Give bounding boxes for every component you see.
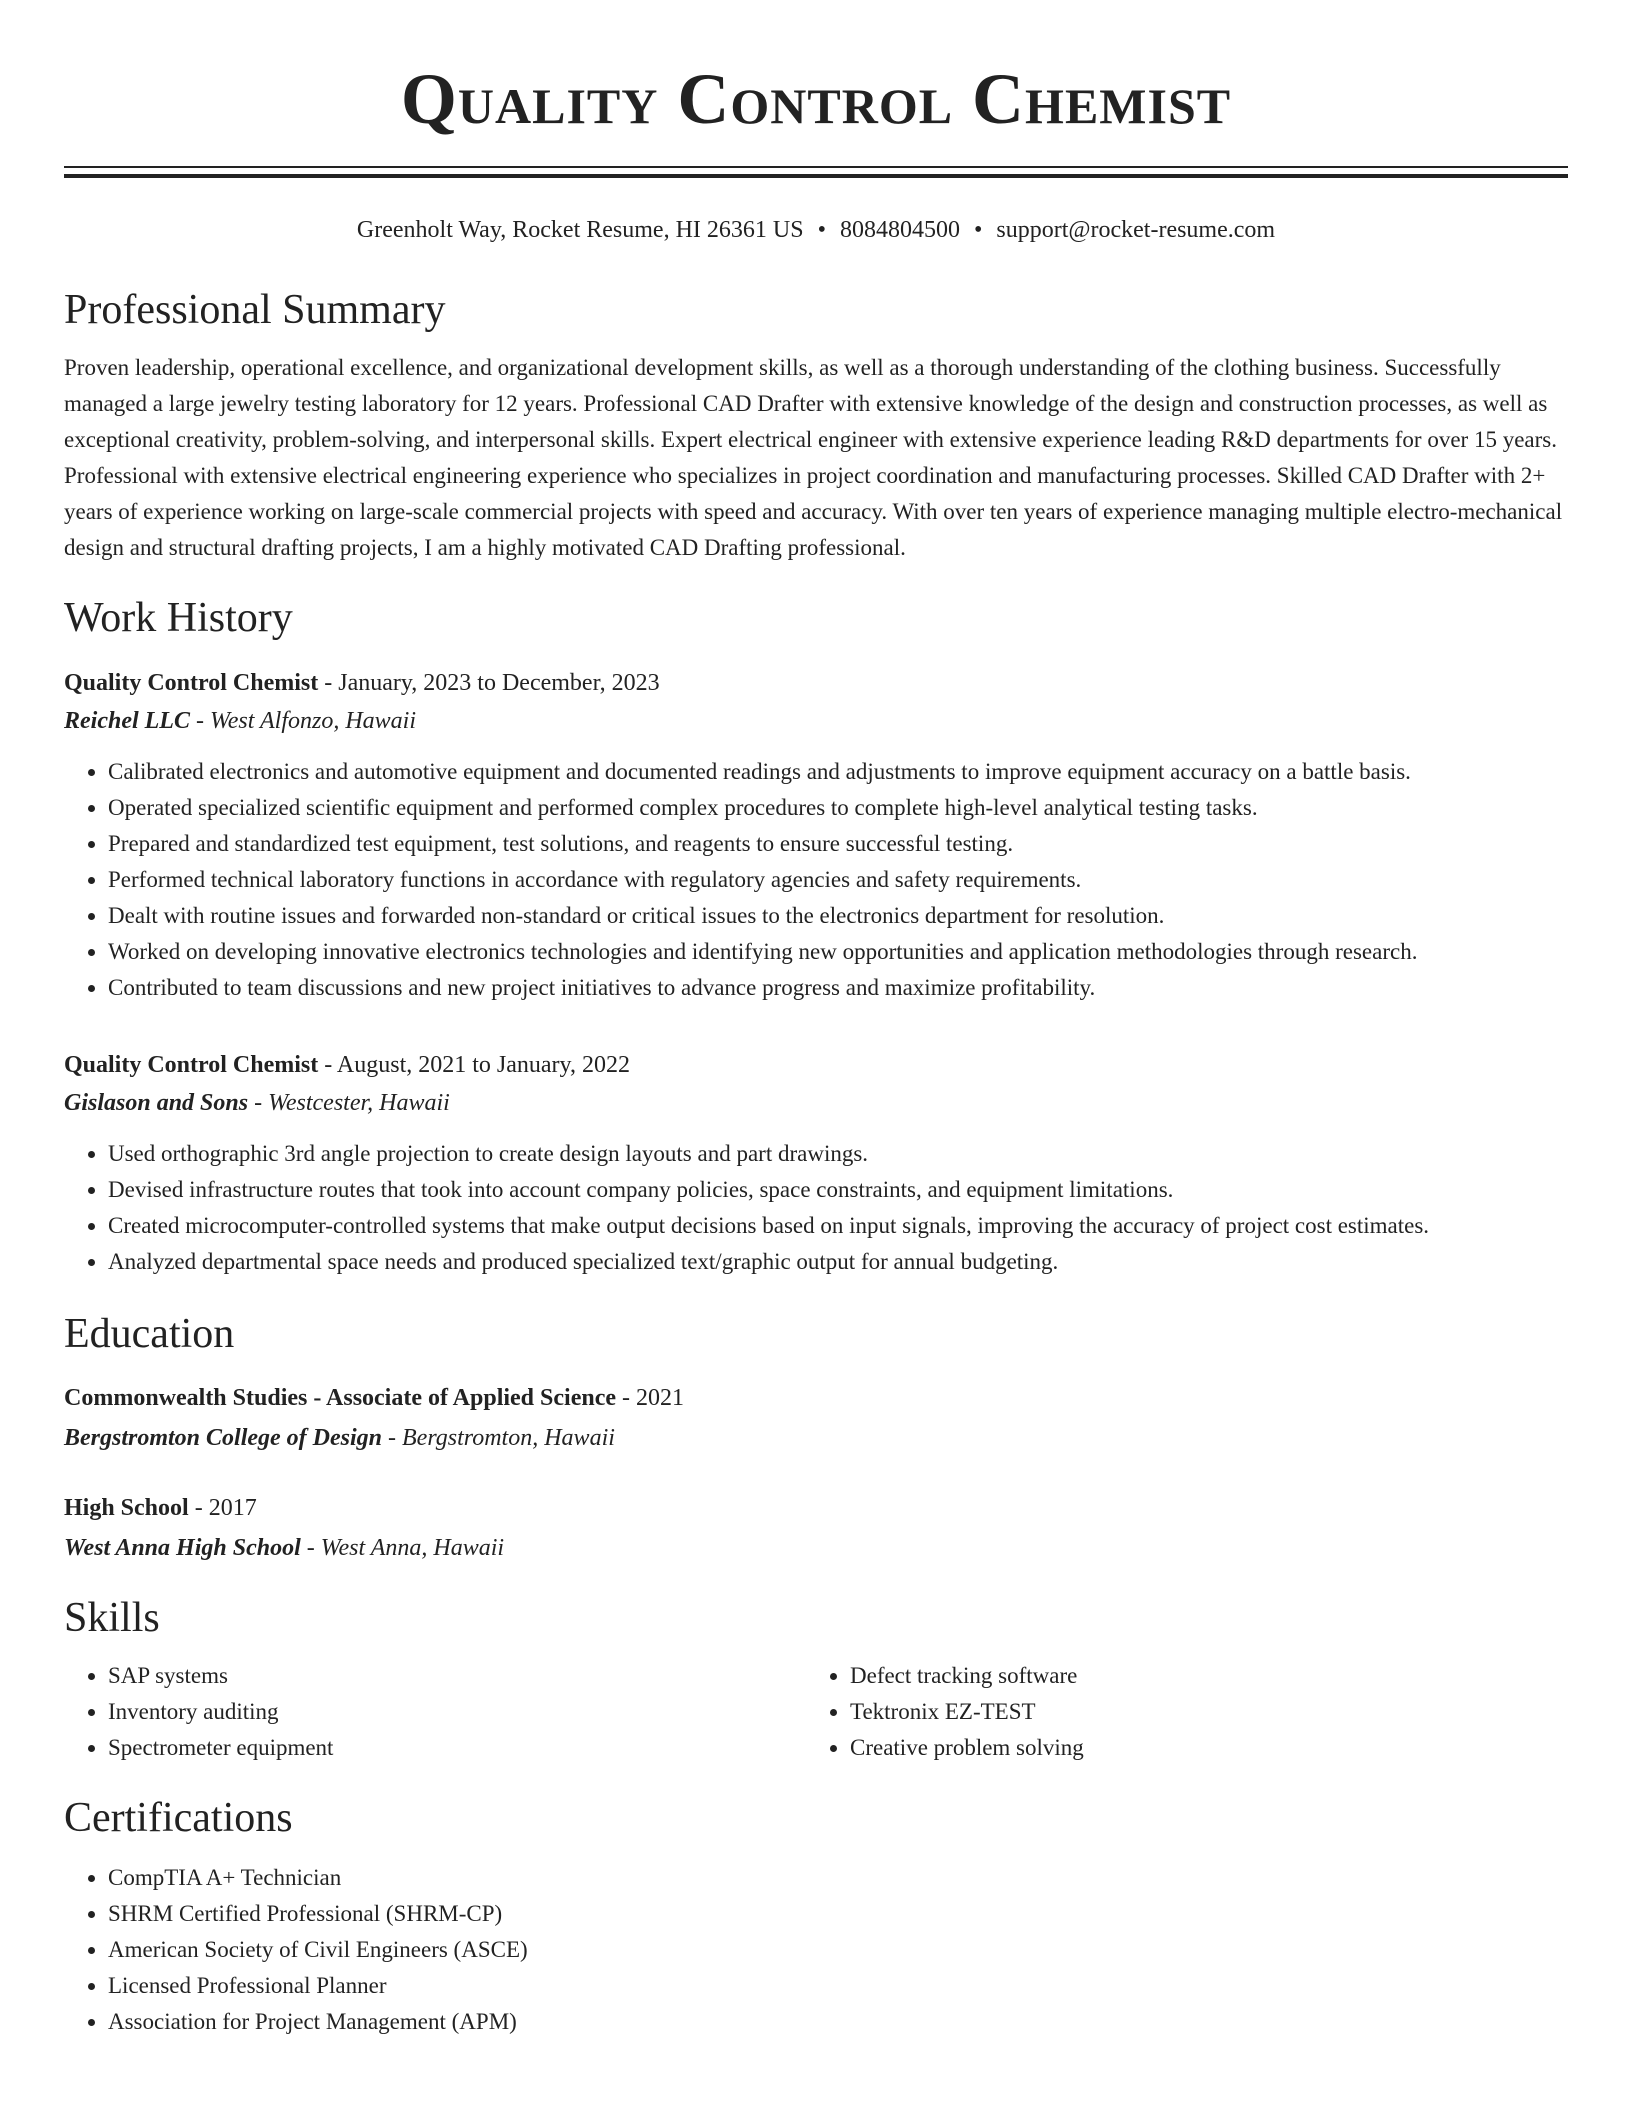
summary-section <box>64 284 1568 566</box>
education-entry <box>64 1488 1568 1568</box>
certification-item: • CompTIA A+ Technician <box>108 1860 1568 1896</box>
job-bullet: • Dealt with routine issues and forwarded non-standard or critical issues to the electronics department for resolution. <box>108 898 1568 934</box>
education-degree: Commonwealth Studies - Associate of Applied Science <box>64 1385 616 1411</box>
job-bullet: • Calibrated electronics and automotive equipment and documented readings and adjustments to improve equipment accuracy on a battle basis. <box>108 754 1568 790</box>
work-history-heading: Work History <box>64 595 293 641</box>
skills-heading: Skills <box>64 1595 160 1641</box>
certification-item: • SHRM Certified Professional (SHRM-CP) <box>108 1896 1568 1932</box>
education-school: Bergstromton College of Design <box>64 1425 383 1451</box>
job-bullet: • Devised infrastructure routes that took into account company policies, space constraints, and equipment limitations. <box>108 1172 1568 1208</box>
work-history-section <box>64 592 1568 1280</box>
education-location: - Bergstromton, Hawaii <box>382 1425 615 1451</box>
job-bullet: • Performed technical laboratory functions in accordance with regulatory agencies and safety requirements. <box>108 862 1568 898</box>
skills-section <box>64 1592 1568 1766</box>
job-company: Reichel LLC <box>64 708 190 734</box>
job-bullet: • Prepared and standardized test equipment, test solutions, and reagents to ensure successful testing. <box>108 826 1568 862</box>
contact-address: Greenholt Way, Rocket Resume, HI 26361 US <box>356 217 804 243</box>
contact-separator: • <box>973 217 983 243</box>
contact-line <box>64 214 1568 246</box>
certifications-section <box>64 1792 1568 2040</box>
skill-item: • SAP systems <box>108 1658 806 1694</box>
skill-item: • Creative problem solving <box>850 1730 1548 1766</box>
job-dates: - August, 2021 to January, 2022 <box>318 1052 630 1078</box>
education-degree-line <box>64 1378 1568 1418</box>
job-location: - West Alfonzo, Hawaii <box>189 708 417 734</box>
divider-thin-line <box>64 166 1568 168</box>
job-bullets <box>64 1136 1568 1280</box>
skills-column-left <box>64 1658 806 1766</box>
education-section <box>64 1308 1568 1568</box>
summary-text: Proven leadership, operational excellence, and organizational development skills, as well as a thorough understanding of the clothing business. Successfully managed a large jewelry testing laboratory for 12 years. Professional CAD Drafter with extensive knowledge of the design and construction processes, as well as exceptional creativity, problem-solving, and interpersonal skills. Expert electrical engineer with extensive experience leading R&D departments for over 15 years. Professional with extensive electrical engineering experience who specializes in project coordination and manufacturing processes. Skilled CAD Drafter with 2+ years of experience working on large-scale commercial projects with speed and accuracy. With over ten years of experience managing multiple electro-mechanical design and structural drafting projects, I am a highly motivated CAD Drafting professional. <box>64 355 1563 560</box>
education-degree-line <box>64 1488 1568 1528</box>
skills-grid <box>64 1658 1568 1766</box>
summary-heading: Professional Summary <box>64 287 446 333</box>
education-school-line <box>64 1418 1568 1458</box>
certification-item: • Licensed Professional Planner <box>108 1968 1568 2004</box>
title-divider <box>64 166 1568 178</box>
job-title-line <box>64 664 1568 702</box>
education-school-line <box>64 1528 1568 1568</box>
job-company: Gislason and Sons <box>64 1090 249 1116</box>
skill-item: • Tektronix EZ-TEST <box>850 1694 1548 1730</box>
education-degree: High School <box>64 1495 189 1521</box>
certifications-heading: Certifications <box>64 1795 293 1841</box>
job-entry <box>64 664 1568 1006</box>
job-company-line <box>64 1084 1568 1122</box>
job-bullet: • Contributed to team discussions and new project initiatives to advance progress and maximize profitability. <box>108 970 1568 1006</box>
contact-phone: 8084804500 <box>839 217 960 243</box>
education-heading: Education <box>64 1311 235 1357</box>
contact-email: support@rocket-resume.com <box>996 217 1276 243</box>
job-bullet: • Analyzed departmental space needs and produced specialized text/graphic output for annual budgeting. <box>108 1244 1568 1280</box>
job-company-line <box>64 702 1568 740</box>
job-bullets <box>64 754 1568 1006</box>
job-title: Quality Control Chemist <box>64 1052 319 1078</box>
skill-item: • Inventory auditing <box>108 1694 806 1730</box>
job-bullet: • Used orthographic 3rd angle projection to create design layouts and part drawings. <box>108 1136 1568 1172</box>
education-entry <box>64 1378 1568 1458</box>
contact-separator: • <box>817 217 826 243</box>
job-dates: - January, 2023 to December, 2023 <box>318 670 660 696</box>
certification-item: • Association for Project Management (APM) <box>108 2004 1568 2040</box>
skills-column-right <box>806 1658 1548 1766</box>
job-bullet: • Created microcomputer-controlled systems that make output decisions based on input signals, improving the accuracy of project cost estimates. <box>108 1208 1568 1244</box>
skill-item: • Spectrometer equipment <box>108 1730 806 1766</box>
job-entry <box>64 1046 1568 1280</box>
certifications-list <box>64 1860 1568 2040</box>
job-bullet: • Operated specialized scientific equipment and performed complex procedures to complete high-level analytical testing tasks. <box>108 790 1568 826</box>
job-location: - Westcester, Hawaii <box>248 1090 450 1116</box>
divider-thick-line <box>64 174 1568 178</box>
skill-item: • Defect tracking software <box>850 1658 1548 1694</box>
job-title-line <box>64 1046 1568 1084</box>
education-year: - 2021 <box>616 1385 684 1411</box>
education-school: West Anna High School <box>64 1535 301 1561</box>
job-title: Quality Control Chemist <box>64 670 319 696</box>
education-year: - 2017 <box>188 1495 257 1521</box>
certification-item: • American Society of Civil Engineers (ASCE) <box>108 1932 1568 1968</box>
education-location: - West Anna, Hawaii <box>300 1535 505 1561</box>
resume-title: Quality Control Chemist <box>400 59 1232 139</box>
job-bullet: • Worked on developing innovative electronics technologies and identifying new opportunities and application methodologies through research. <box>108 934 1568 970</box>
